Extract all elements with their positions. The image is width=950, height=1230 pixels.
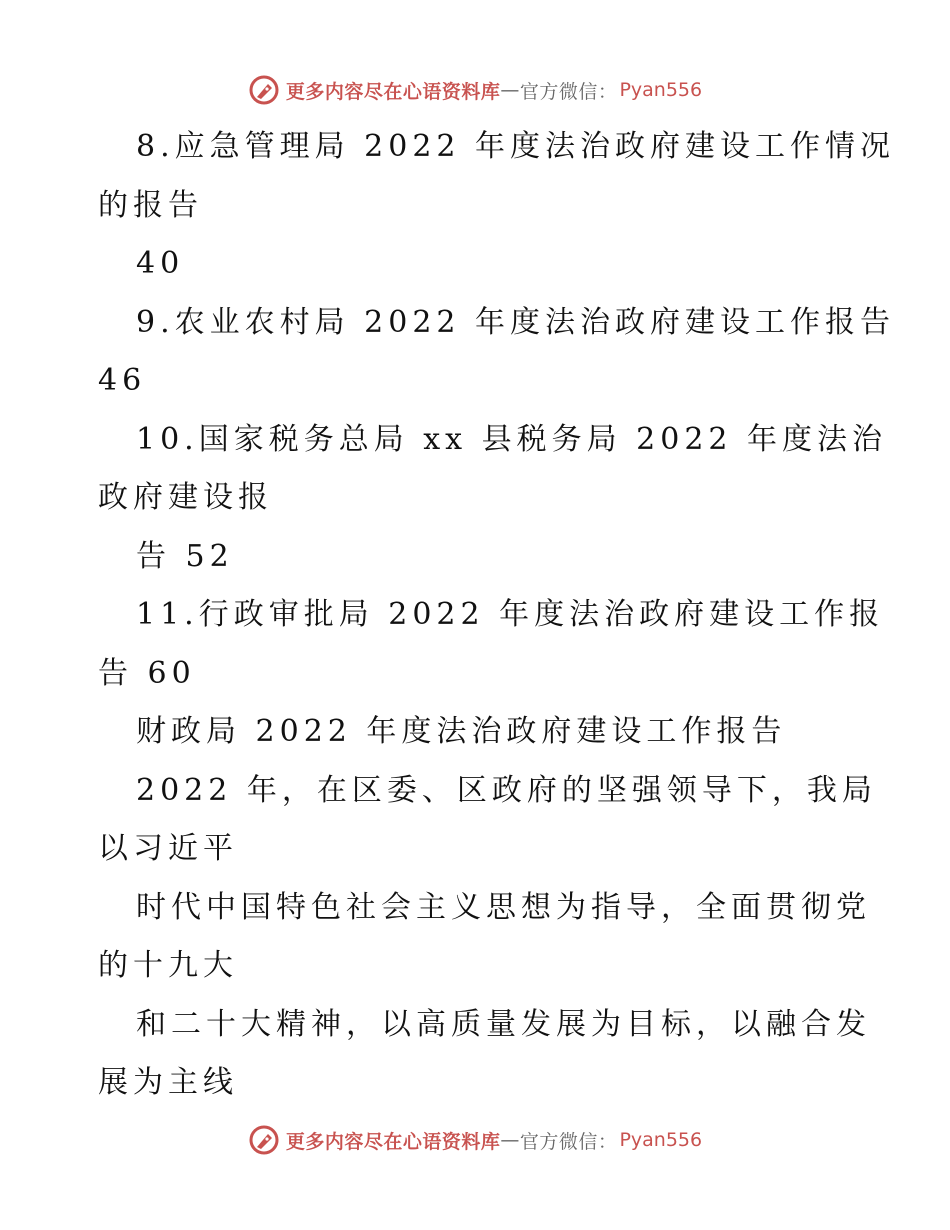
text-line: 以习近平 bbox=[98, 831, 238, 866]
watermark-account: Pyan556 bbox=[619, 1129, 703, 1151]
text-line: 政府建设报 bbox=[98, 480, 273, 515]
watermark-official-label: 官方微信： bbox=[519, 80, 618, 103]
watermark-official-label: 官方微信： bbox=[519, 1130, 618, 1153]
text-line: 告 60 bbox=[98, 655, 196, 691]
pen-nib-circle-icon bbox=[248, 74, 280, 106]
text-line: 9.农业农村局 2022 年度法治政府建设工作报告 bbox=[136, 304, 896, 340]
text-line: 的报告 bbox=[98, 187, 203, 223]
text-line: 告 52 bbox=[136, 538, 234, 574]
text-line: 的十九大 bbox=[98, 948, 238, 983]
text-line: 时代中国特色社会主义思想为指导，全面贯彻党 bbox=[136, 889, 871, 925]
document-body bbox=[98, 118, 896, 1113]
watermark-account: Pyan556 bbox=[619, 79, 703, 101]
text-line: 和二十大精神，以高质量发展为目标，以融合发 bbox=[136, 1006, 871, 1042]
watermark-main-text: 更多内容尽在心语资料库 bbox=[285, 80, 501, 103]
watermark-separator: — bbox=[500, 1129, 520, 1151]
pen-nib-circle-icon bbox=[248, 1124, 280, 1156]
text-line: 2022 年，在区委、区政府的坚强领导下，我局 bbox=[136, 772, 877, 808]
footer-watermark bbox=[0, 1122, 950, 1158]
text-line: 财政局 2022 年度法治政府建设工作报告 bbox=[136, 714, 787, 749]
text-line: 8.应急管理局 2022 年度法治政府建设工作情况 bbox=[136, 129, 896, 164]
text-line: 40 bbox=[136, 246, 185, 281]
text-line: 10.国家税务总局 xx 县税务局 2022 年度法治 bbox=[136, 421, 888, 457]
text-line: 11.行政审批局 2022 年度法治政府建设工作报 bbox=[136, 597, 885, 632]
text-line: 46 bbox=[98, 363, 147, 398]
header-watermark bbox=[0, 72, 950, 108]
watermark-main-text: 更多内容尽在心语资料库 bbox=[285, 1130, 501, 1153]
watermark-separator: — bbox=[500, 79, 520, 101]
text-line: 展为主线 bbox=[98, 1065, 238, 1100]
